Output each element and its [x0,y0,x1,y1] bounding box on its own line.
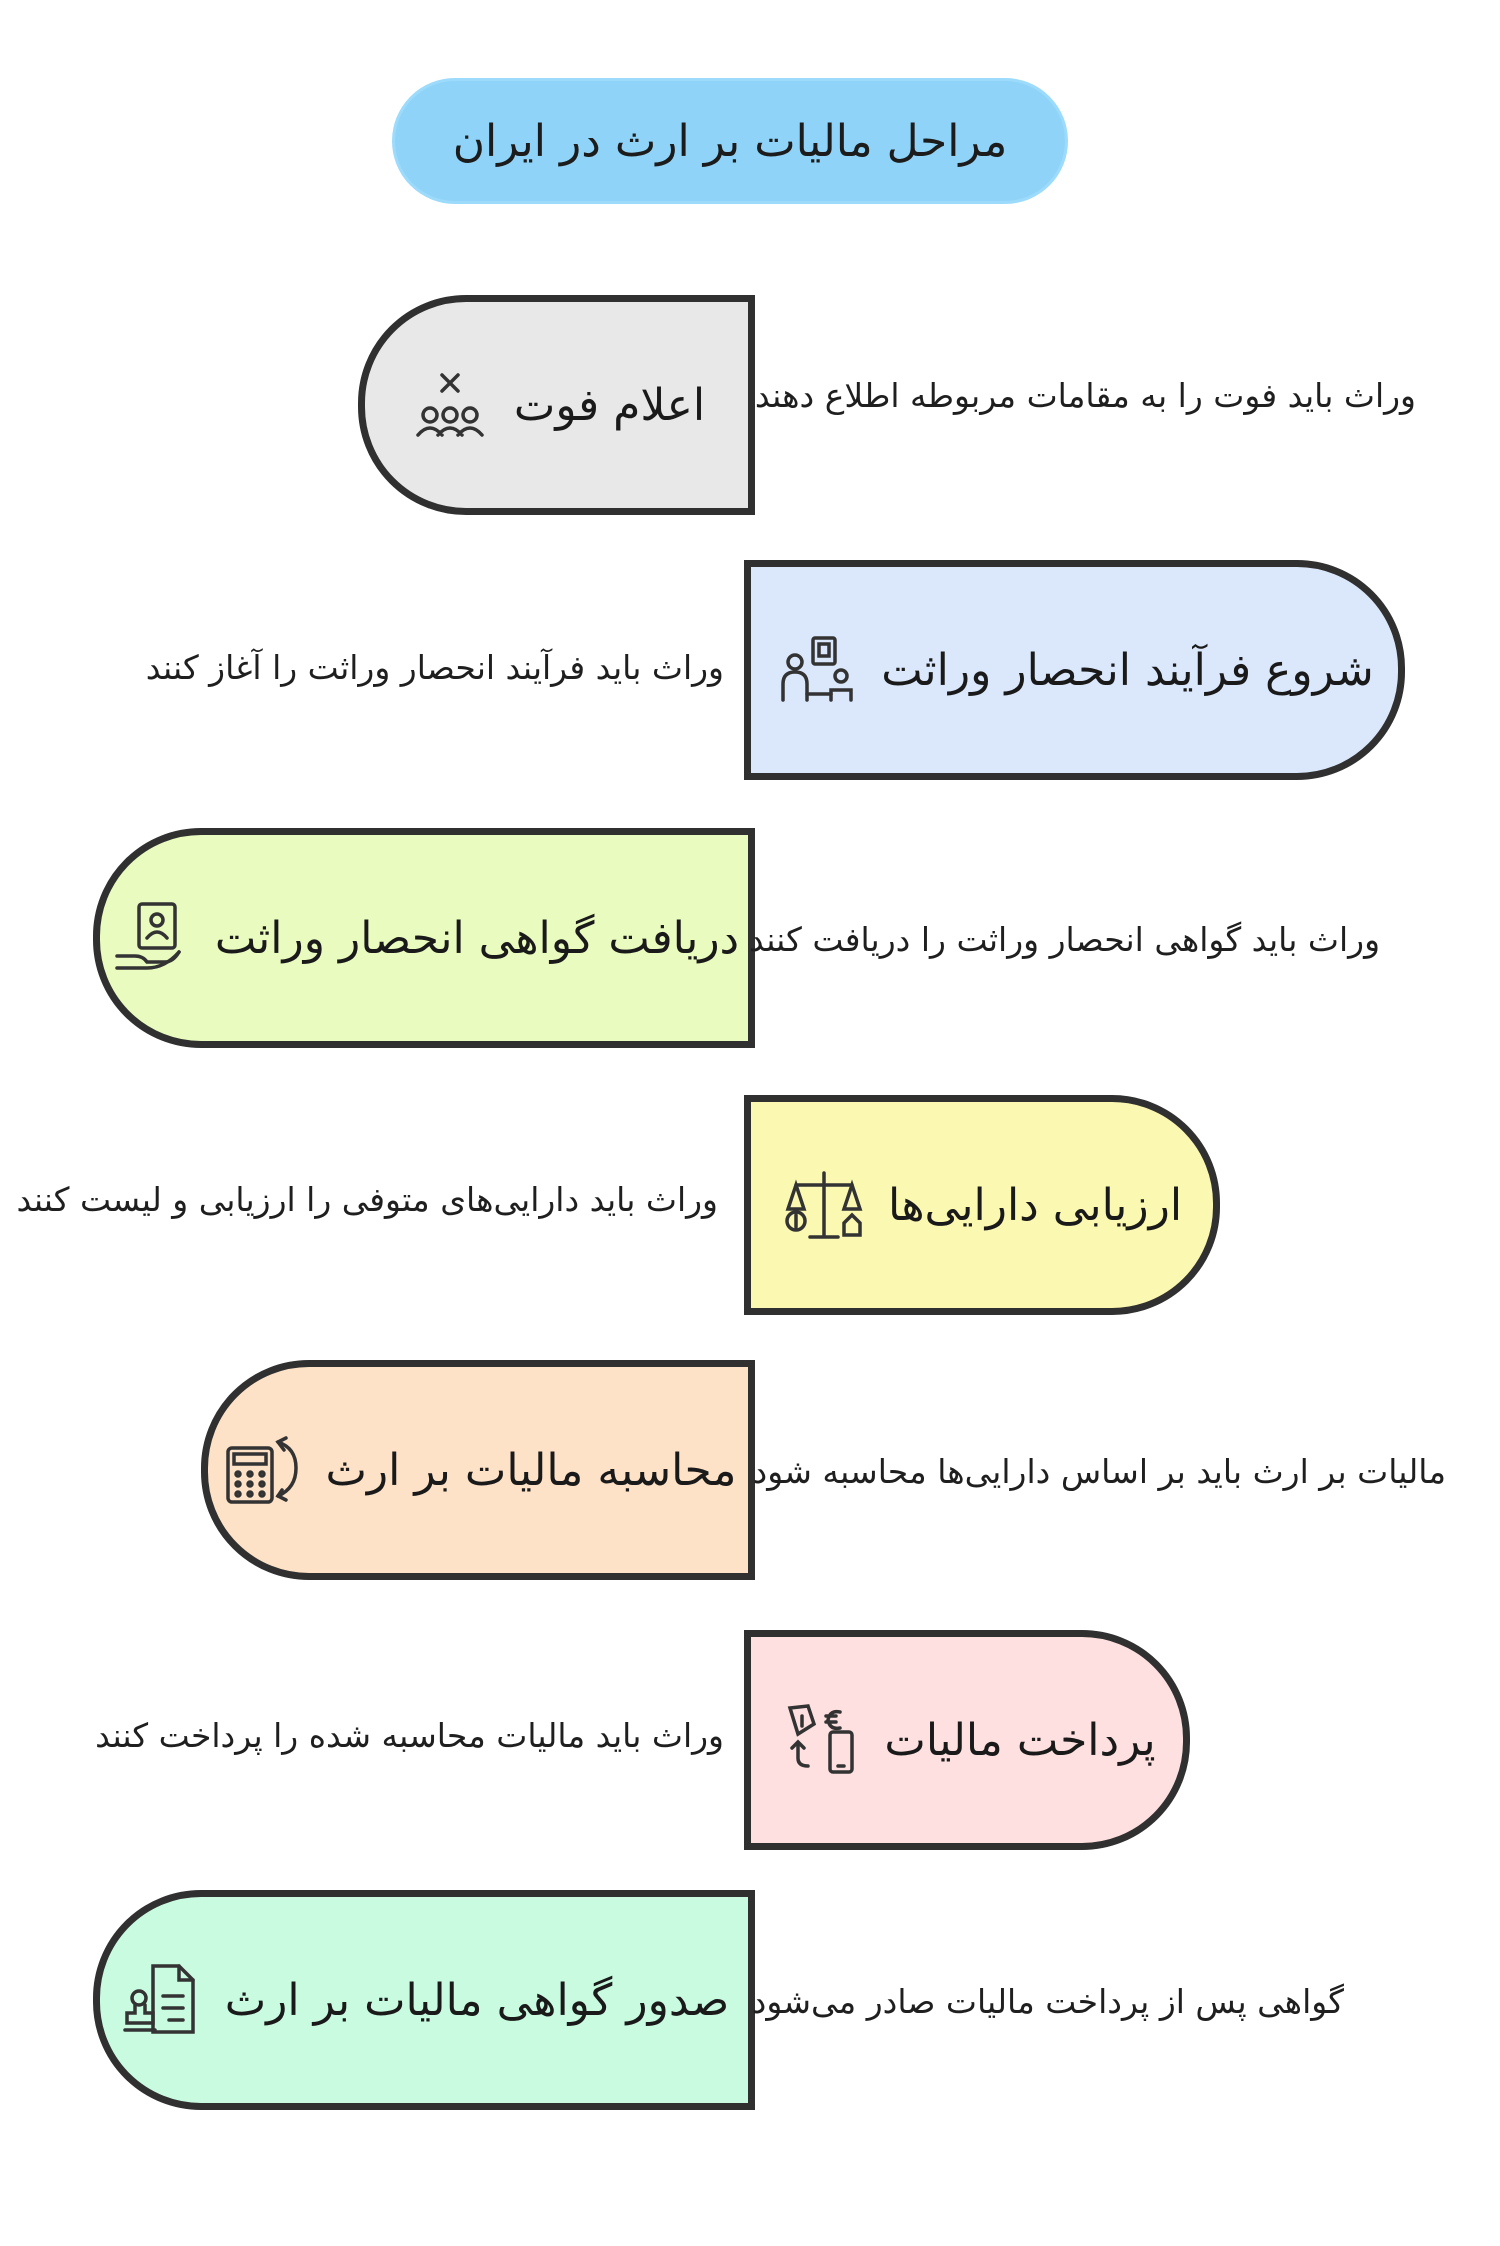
payment-exchange-icon [778,1698,862,1782]
step-label: شروع فرآیند انحصار وراثت [881,644,1374,696]
step-pill-tax-certificate [93,1890,755,2110]
step-description: وراث باید فرآیند انحصار وراثت را آغاز کنند [145,648,724,687]
step-pill-death-notice [358,295,755,515]
step-label: دریافت گواهی انحصار وراثت [214,912,740,964]
scale-money-house-icon [782,1163,866,1247]
step-label: محاسبه مالیات بر ارث [325,1444,737,1496]
step-label: ارزیابی دارایی‌ها [887,1179,1183,1231]
step-label: پرداخت مالیات [884,1714,1156,1766]
step-description: وراث باید گواهی انحصار وراثت را دریافت کنند [748,920,1380,959]
step-pill-tax-calculation [201,1360,755,1580]
hand-certificate-icon [109,896,193,980]
step-description: وراث باید فوت را به مقامات مربوطه اطلاع دهند [754,376,1416,415]
step-description: گواهی پس از پرداخت مالیات صادر می‌شود [751,1982,1344,2021]
step-pill-asset-valuation [744,1095,1220,1315]
step-label: اعلام فوت [513,379,706,431]
step-description: وراث باید مالیات محاسبه شده را پرداخت کنند [95,1716,724,1755]
step-pill-probate-certificate [93,828,755,1048]
step-description: مالیات بر ارث باید بر اساس دارایی‌ها محاسبه شود [752,1452,1446,1491]
title-banner [392,78,1068,204]
person-document-icon [775,628,859,712]
stamp-document-icon [119,1958,203,2042]
step-pill-probate-start [744,560,1405,780]
step-pill-tax-payment [744,1630,1190,1850]
calculator-refresh-icon [220,1428,304,1512]
step-label: صدور گواهی مالیات بر ارث [224,1974,730,2026]
page-title: مراحل مالیات بر ارث در ایران [452,115,1008,167]
step-description: وراث باید دارایی‌های متوفی را ارزیابی و لیست کنند [16,1180,718,1219]
people-remove-icon [408,363,492,447]
